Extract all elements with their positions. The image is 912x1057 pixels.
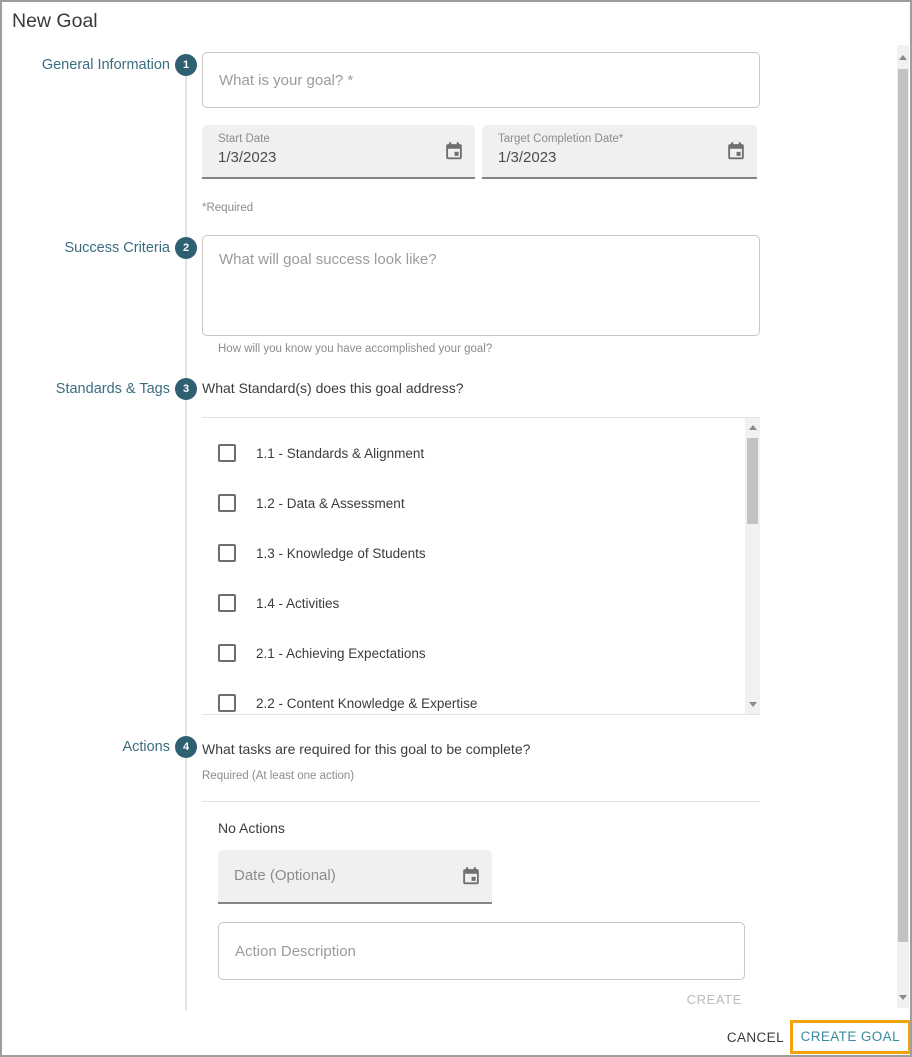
scroll-up-icon[interactable] (749, 425, 757, 430)
window-scrollbar[interactable] (897, 45, 909, 1008)
actions-divider (202, 801, 760, 802)
section-badge-3: 3 (175, 378, 197, 400)
target-completion-date-field[interactable] (482, 125, 757, 179)
standard-option-label: 2.2 - Content Knowledge & Expertise (256, 695, 478, 711)
section-badge-1: 1 (175, 54, 197, 76)
required-note: *Required (202, 202, 254, 214)
standard-option-row[interactable] (202, 528, 760, 578)
target-completion-date-label: Target Completion Date* (498, 133, 624, 145)
start-date-value: 1/3/2023 (218, 149, 277, 166)
standard-checkbox[interactable] (218, 494, 236, 512)
standard-option-label: 1.3 - Knowledge of Students (256, 545, 426, 561)
standard-option-label: 1.1 - Standards & Alignment (256, 445, 425, 461)
standard-option-row[interactable] (202, 678, 760, 715)
standard-checkbox[interactable] (218, 544, 236, 562)
section-badge-4: 4 (175, 736, 197, 758)
calendar-icon[interactable] (460, 865, 482, 887)
cancel-button[interactable]: CANCEL (726, 1030, 784, 1045)
action-description-input[interactable] (218, 922, 745, 980)
standard-checkbox[interactable] (218, 444, 236, 462)
standard-option-label: 1.2 - Data & Assessment (256, 495, 405, 511)
success-criteria-textarea[interactable] (202, 235, 760, 336)
standards-question: What Standard(s) does this goal address? (202, 380, 464, 396)
start-date-field[interactable] (202, 125, 475, 179)
calendar-icon[interactable] (725, 140, 747, 162)
standard-checkbox[interactable] (218, 594, 236, 612)
standard-option-label: 2.1 - Achieving Expectations (256, 645, 426, 661)
section-label-actions: Actions (122, 739, 170, 755)
section-label-standards-tags: Standards & Tags (55, 381, 170, 397)
section-rail-divider (185, 55, 187, 1010)
scroll-up-icon[interactable] (899, 55, 907, 60)
standard-option-label: 1.4 - Activities (256, 595, 340, 611)
start-date-label: Start Date (218, 133, 270, 145)
target-completion-date-value: 1/3/2023 (498, 149, 557, 166)
goal-title-input[interactable] (202, 52, 760, 108)
standards-list-scrollbar[interactable] (745, 418, 760, 714)
standards-scrollbar-thumb[interactable] (747, 438, 758, 524)
standard-option-row[interactable] (202, 578, 760, 628)
standard-option-row[interactable] (202, 478, 760, 528)
create-goal-button[interactable]: CREATE GOAL (800, 1029, 900, 1044)
standard-option-row[interactable] (202, 628, 760, 678)
standard-checkbox[interactable] (218, 644, 236, 662)
action-date-field[interactable] (218, 850, 492, 904)
window-scrollbar-thumb[interactable] (898, 69, 908, 942)
actions-question: What tasks are required for this goal to be complete? (202, 741, 531, 757)
scroll-down-icon[interactable] (749, 702, 757, 707)
standard-checkbox[interactable] (218, 694, 236, 712)
actions-helper: Required (At least one action) (202, 770, 355, 782)
standards-checkbox-list (202, 417, 760, 715)
action-date-placeholder: Date (Optional) (234, 867, 336, 884)
section-badge-2: 2 (175, 237, 197, 259)
create-goal-highlight-box[interactable] (790, 1020, 911, 1054)
scroll-down-icon[interactable] (899, 995, 907, 1000)
success-criteria-helper: How will you know you have accomplished your goal? (218, 343, 493, 355)
no-actions-label: No Actions (218, 820, 285, 836)
create-action-button[interactable]: CREATE (686, 992, 742, 1007)
section-label-general-information: General Information (41, 57, 170, 73)
page-title: New Goal (12, 10, 98, 32)
section-label-success-criteria: Success Criteria (64, 240, 170, 256)
standard-option-row[interactable] (202, 428, 760, 478)
calendar-icon[interactable] (443, 140, 465, 162)
